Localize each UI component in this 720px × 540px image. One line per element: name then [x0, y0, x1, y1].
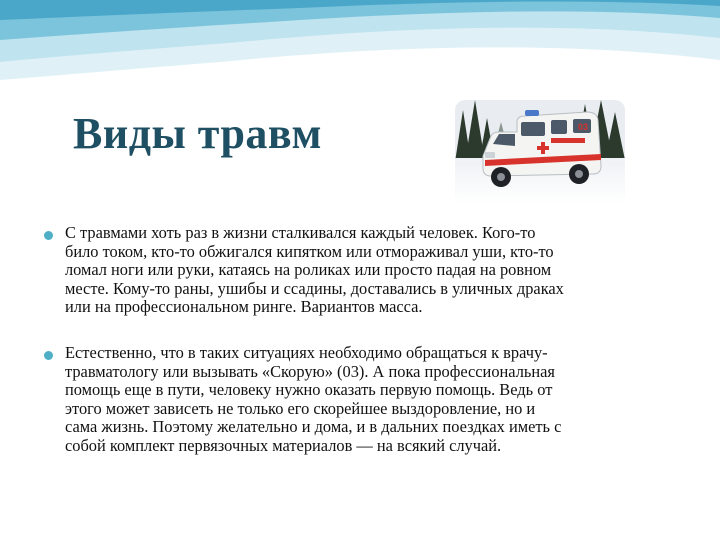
ambulance-number: 03: [578, 122, 589, 132]
paragraph-line: ломал ноги или руки, катаясь на роликах или просто падая на ровном: [65, 260, 552, 280]
paragraph-line: било током, кто-то обжигался кипятком или отмораживал уши, кто-то: [65, 241, 554, 261]
bullet-item: [44, 224, 684, 317]
bullet-item: [44, 344, 684, 456]
paragraph-line: С травмами хоть раз в жизни сталкивался каждый человек. Кого-то: [65, 223, 536, 242]
bullet-dot-icon: [44, 351, 53, 360]
paragraph-line: месте. Кому-то раны, ушибы и ссадины, доставались в уличных драках: [65, 278, 564, 298]
ambulance-photo: [455, 100, 625, 203]
paragraph-line: или на профессиональном ринге. Вариантов масса.: [65, 297, 423, 317]
paragraph-line: помощь еще в пути, человеку нужно оказать первую помощь. Ведь от: [65, 380, 553, 400]
header-wave-decoration: [0, 0, 720, 90]
paragraph-line: этого может зависеть не только его скорейшее выздоровление, но и: [65, 398, 536, 418]
paragraph-line: Естественно, что в таких ситуациях необходимо обращаться к врачу-: [65, 342, 548, 362]
bullet-dot-icon: [44, 231, 53, 240]
slide-title: Виды травм: [73, 109, 322, 158]
paragraph-line: собой комплект первязочных материалов — на всякий случай.: [65, 435, 502, 455]
paragraph-line: травматологу или вызывать «Скорую» (03). А пока профессиональная: [65, 361, 555, 381]
paragraph-line: сама жизнь. Поэтому желательно и дома, и в дальних поездках иметь с: [65, 417, 562, 437]
bullet-list: [44, 224, 684, 456]
bullet-paragraph: [65, 224, 684, 317]
bullet-paragraph: [65, 344, 684, 456]
